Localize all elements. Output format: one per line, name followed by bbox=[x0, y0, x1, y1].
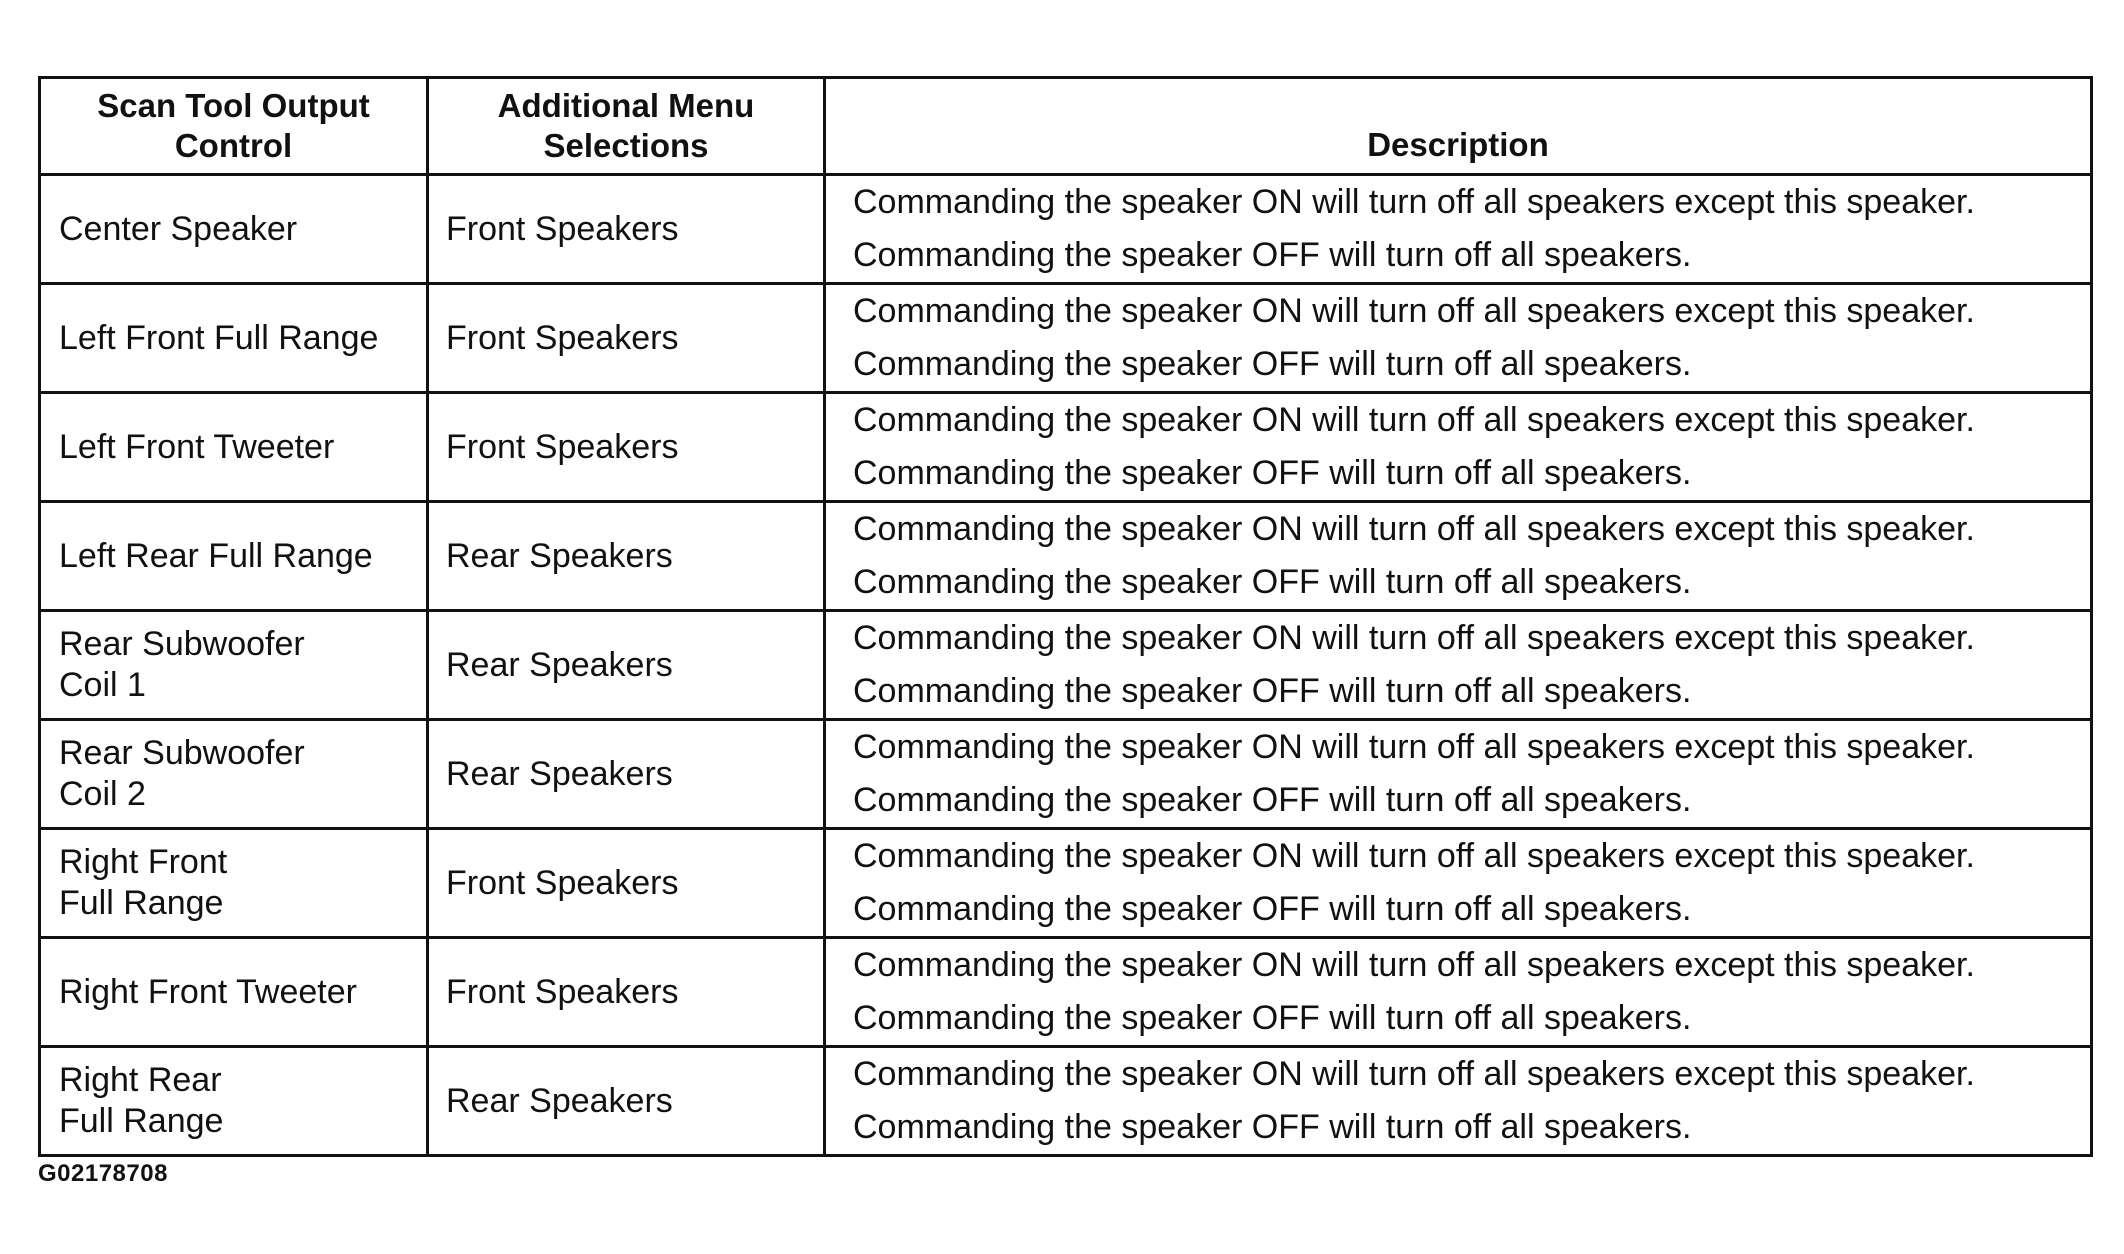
description-on-text: Commanding the speaker ON will turn off all speakers except this speaker. bbox=[853, 183, 1975, 221]
description-on-text: Commanding the speaker ON will turn off all speakers except this speaker. bbox=[853, 510, 1975, 548]
menu-cell: Front Speakers bbox=[428, 175, 825, 284]
description-off-text: Commanding the speaker OFF will turn off all speakers. bbox=[853, 781, 1692, 819]
figure-id: G02178708 bbox=[38, 1160, 168, 1187]
header-control-label: Scan Tool Output Control bbox=[97, 87, 370, 164]
table-row bbox=[40, 1047, 2092, 1156]
menu-cell: Rear Speakers bbox=[428, 611, 825, 720]
description-off-text: Commanding the speaker OFF will turn off all speakers. bbox=[853, 563, 1692, 601]
description-off-text: Commanding the speaker OFF will turn off all speakers. bbox=[853, 345, 1692, 383]
description-cell bbox=[825, 393, 2092, 502]
header-description-label: Description bbox=[1367, 126, 1549, 163]
control-cell: Left Front Full Range bbox=[40, 284, 428, 393]
description-on-text: Commanding the speaker ON will turn off all speakers except this speaker. bbox=[853, 728, 1975, 766]
table-header bbox=[40, 78, 2092, 175]
header-menu-label: Additional Menu Selections bbox=[497, 87, 755, 164]
header-row bbox=[40, 78, 2092, 175]
description-cell bbox=[825, 175, 2092, 284]
table-body bbox=[40, 175, 2092, 1156]
description-cell bbox=[825, 284, 2092, 393]
table-row bbox=[40, 829, 2092, 938]
description-cell bbox=[825, 829, 2092, 938]
control-cell: Rear Subwoofer Coil 2 bbox=[40, 720, 428, 829]
control-cell: Center Speaker bbox=[40, 175, 428, 284]
description-on-text: Commanding the speaker ON will turn off all speakers except this speaker. bbox=[853, 1055, 1975, 1093]
description-cell bbox=[825, 720, 2092, 829]
description-cell bbox=[825, 502, 2092, 611]
description-off-text: Commanding the speaker OFF will turn off all speakers. bbox=[853, 454, 1692, 492]
menu-cell: Front Speakers bbox=[428, 393, 825, 502]
menu-cell: Front Speakers bbox=[428, 829, 825, 938]
table-row bbox=[40, 502, 2092, 611]
description-cell bbox=[825, 611, 2092, 720]
table-row bbox=[40, 284, 2092, 393]
description-on-text: Commanding the speaker ON will turn off all speakers except this speaker. bbox=[853, 292, 1975, 330]
header-scan-tool-output-control bbox=[40, 78, 428, 175]
description-cell bbox=[825, 938, 2092, 1047]
header-description bbox=[825, 78, 2092, 175]
menu-cell: Front Speakers bbox=[428, 938, 825, 1047]
table-row bbox=[40, 175, 2092, 284]
table-row bbox=[40, 393, 2092, 502]
menu-cell: Rear Speakers bbox=[428, 720, 825, 829]
table-row bbox=[40, 938, 2092, 1047]
description-off-text: Commanding the speaker OFF will turn off all speakers. bbox=[853, 672, 1692, 710]
control-cell: Rear Subwoofer Coil 1 bbox=[40, 611, 428, 720]
description-cell bbox=[825, 1047, 2092, 1156]
description-on-text: Commanding the speaker ON will turn off all speakers except this speaker. bbox=[853, 837, 1975, 875]
control-cell: Left Rear Full Range bbox=[40, 502, 428, 611]
table-row bbox=[40, 720, 2092, 829]
speaker-output-control-table bbox=[38, 76, 2093, 1157]
control-cell: Right Front Tweeter bbox=[40, 938, 428, 1047]
table-row bbox=[40, 611, 2092, 720]
description-off-text: Commanding the speaker OFF will turn off all speakers. bbox=[853, 890, 1692, 928]
control-cell: Left Front Tweeter bbox=[40, 393, 428, 502]
menu-cell: Front Speakers bbox=[428, 284, 825, 393]
control-cell: Right Front Full Range bbox=[40, 829, 428, 938]
description-off-text: Commanding the speaker OFF will turn off all speakers. bbox=[853, 1108, 1692, 1146]
control-cell: Right Rear Full Range bbox=[40, 1047, 428, 1156]
description-on-text: Commanding the speaker ON will turn off all speakers except this speaker. bbox=[853, 946, 1975, 984]
description-off-text: Commanding the speaker OFF will turn off all speakers. bbox=[853, 236, 1692, 274]
header-additional-menu-selections bbox=[428, 78, 825, 175]
description-on-text: Commanding the speaker ON will turn off all speakers except this speaker. bbox=[853, 401, 1975, 439]
description-on-text: Commanding the speaker ON will turn off all speakers except this speaker. bbox=[853, 619, 1975, 657]
menu-cell: Rear Speakers bbox=[428, 1047, 825, 1156]
description-off-text: Commanding the speaker OFF will turn off all speakers. bbox=[853, 999, 1692, 1037]
menu-cell: Rear Speakers bbox=[428, 502, 825, 611]
